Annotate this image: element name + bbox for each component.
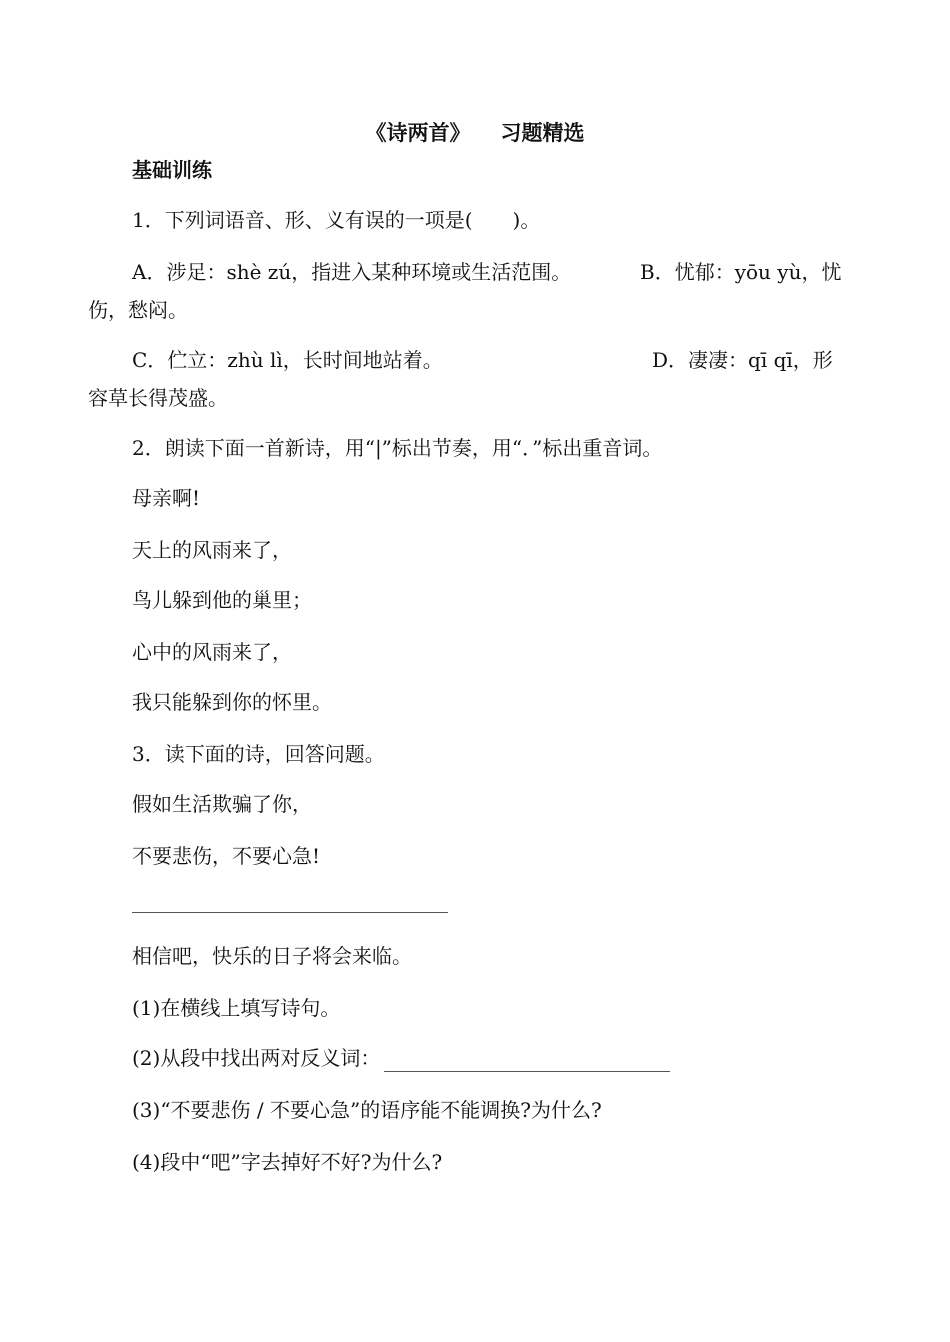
poem-line: 心中的风雨来了， xyxy=(132,640,292,664)
poem-line: 相信吧，快乐的日子将会来临。 xyxy=(132,944,412,968)
question-1-option-a: A．涉足：shè zú，指进入某种环境或生活范围。 xyxy=(132,260,572,284)
question-1-stem-end: )。 xyxy=(512,208,541,232)
poem-line: 假如生活欺骗了你， xyxy=(132,792,312,816)
question-1-stem-text: 1．下列词语音、形、义有误的一项是( xyxy=(132,208,473,232)
question-1-option-c: C．伫立：zhù lì，长时间地站着。 xyxy=(132,348,443,372)
question-1-option-d-line1: D．凄凄：qī qī，形 xyxy=(652,348,833,372)
question-3-sub-2 xyxy=(132,1044,670,1072)
poem-line: 不要悲伤，不要心急! xyxy=(132,844,321,868)
question-2-stem: 2．朗读下面一首新诗，用“|”标出节奏，用“．”标出重音词。 xyxy=(132,436,663,460)
poem-fill-in-blank[interactable] xyxy=(132,912,448,913)
question-3-sub-1: (1)在横线上填写诗句。 xyxy=(132,996,341,1020)
poem-line: 天上的风雨来了， xyxy=(132,538,292,562)
question-3-stem: 3．读下面的诗，回答问题。 xyxy=(132,742,385,766)
title-right: 习题精选 xyxy=(500,121,585,145)
title-left: 《诗两首》 xyxy=(365,121,471,145)
poem-line: 母亲啊! xyxy=(132,486,201,510)
question-3-sub-4: (4)段中“吧”字去掉好不好?为什么? xyxy=(132,1150,443,1174)
question-1-option-b-line1: B．忧郁：yōu yù，忧 xyxy=(640,260,842,284)
question-1-option-b-line2: 伤，愁闷。 xyxy=(88,298,188,322)
question-3-sub-3: (3)“不要悲伤 / 不要心急”的语序能不能调换?为什么? xyxy=(132,1098,602,1122)
poem-line: 鸟儿躲到他的巢里； xyxy=(132,588,312,612)
question-3-sub-2-text: (2)从段中找出两对反义词： xyxy=(132,1046,381,1070)
question-1-stem xyxy=(132,206,540,234)
section-heading-basic: 基础训练 xyxy=(132,158,212,182)
question-1-option-d-line2: 容草长得茂盛。 xyxy=(88,386,228,410)
antonym-answer-blank[interactable] xyxy=(384,1051,670,1072)
page-title xyxy=(0,118,950,148)
poem-line: 我只能躲到你的怀里。 xyxy=(132,690,332,714)
